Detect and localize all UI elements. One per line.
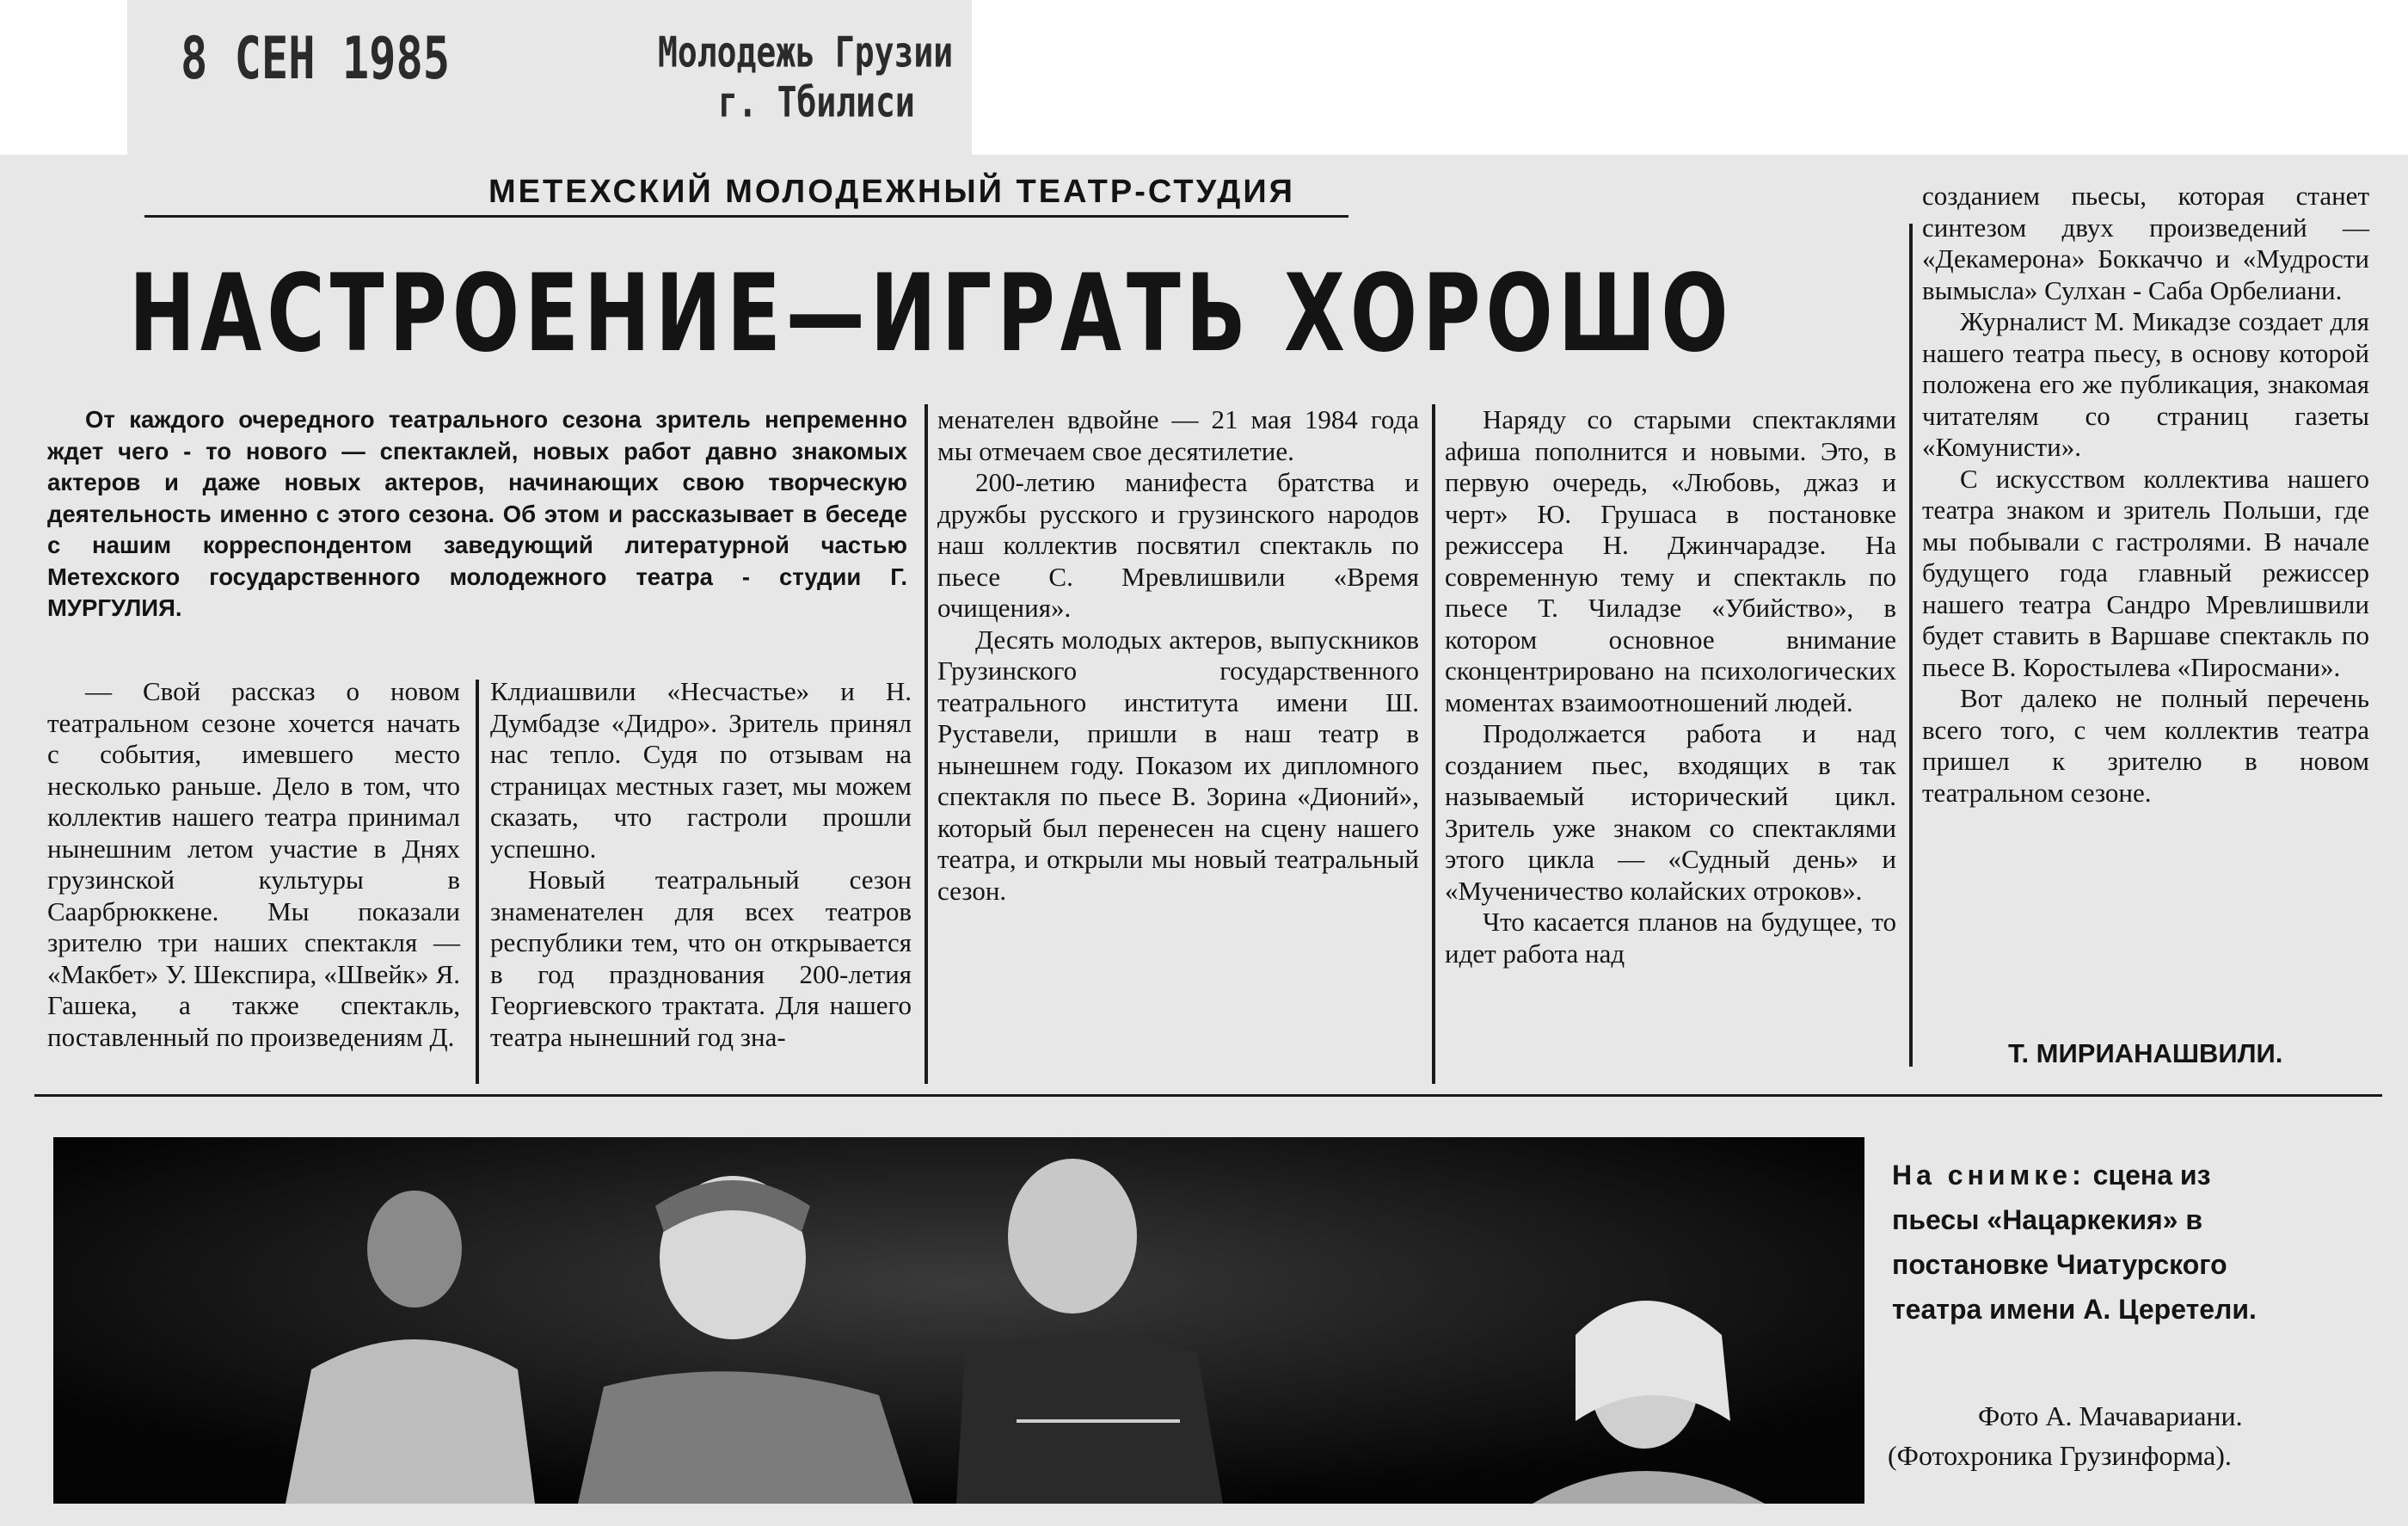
photo-caption [1892, 1153, 2305, 1332]
paragraph: С искусством коллектива нашего театра знаком и зритель Польши, где мы побывали с гастролями. В начале будущего года главный режиссер нашего театра Сандро Мревлишвили будет ставить в Варшаве спектакль по пьесе В. Коростылева «Пиросмани». [1922, 463, 2369, 682]
article-kicker: МЕТЕХСКИЙ МОЛОДЕЖНЫЙ ТЕАТР-СТУДИЯ [488, 174, 1295, 210]
column-rule [924, 404, 928, 1084]
paragraph: 200-летию манифеста братства и дружбы русского и грузинского народов наш коллектив посвятил спектакль по пьесе С. Мревлишвили «Время очищения». [937, 467, 1419, 623]
date-stamp: 8 СЕН 1985 [181, 26, 451, 93]
article-column-2 [490, 676, 912, 1053]
article-author: Т. МИРИАНАШВИЛИ. [2008, 1038, 2283, 1068]
paragraph: Журналист М. Микадзе создает для нашего театра пьесу, в основу которой положена его же публикация, знакомая читателям со страниц газеты «Комунисти». [1922, 306, 2369, 462]
paragraph: — Свой рассказ о новом театральном сезоне хочется начать с события, имевшего место несколько раньше. Дело в том, что коллектив нашего театра принимал нынешним летом участие в Днях грузинской культуры в Саарбрюккене. Мы показали зрителю три наших спектакля — «Макбет» У. Шекспира, «Швейк» Я. Гашека, а также спектакль, поставленный по произведениям Д. [47, 676, 460, 1052]
paragraph: менателен вдвойне — 21 мая 1984 года мы отмечаем свое десятилетие. [937, 404, 1419, 466]
photo-source: (Фотохроника Грузинформа). [1888, 1440, 2232, 1471]
paragraph: созданием пьесы, которая станет синтезом двух произведений — «Декамерона» Боккаччо и «Мудрости вымысла» Сулхан - Саба Орбелиани. [1922, 181, 2369, 305]
article-column-3 [937, 404, 1419, 907]
kicker-rule [144, 215, 1348, 218]
paragraph: Что касается планов на будущее, то идет работа над [1445, 907, 1896, 969]
photo-rule [34, 1094, 2382, 1097]
photo-credit: Фото А. Мачавариани. [1978, 1400, 2243, 1431]
caption-text: сцена из пьесы «Нацаркекия» в постановке Чиатурского театра имени А. Церетели. [1892, 1160, 2257, 1325]
paragraph: Новый театральный сезон знаменателен для всех театров республики тем, что он открывается в год празднования 200-летия Георгиевского трактата. Для нашего театра нынешний год зна- [490, 865, 912, 1052]
source-stamp-name: Молодежь Грузии [658, 28, 954, 77]
paragraph: Продолжается работа и над созданием пьес, входящих в так называемый исторический цикл. Зритель уже знаком со спектаклями этого цикла — «Судный день» и «Мученичество колайских отроков». [1445, 718, 1896, 906]
article-lead [47, 404, 907, 625]
paragraph: Наряду со старыми спектаклями афиша пополнится и новыми. Это, в первую очередь, «Любовь, джаз и черт» Ю. Грушаса в постановке режиссера Н. Джинчарадзе. На современную тему и спектакль по пьесе Т. Чиладзе «Убийство», в котором основное внимание сконцентрировано на психологических моментах взаимоотношений людей. [1445, 404, 1896, 717]
article-column-5 [1922, 181, 2369, 809]
column-rule [1909, 224, 1913, 1067]
caption-lead: На снимке: [1892, 1160, 2086, 1191]
article-column-1 [47, 676, 460, 1053]
paragraph: Клдиашвили «Несчастье» и Н. Думбадзе «Дидро». Зритель принял нас тепло. Судя по отзывам на страницах местных газет, мы можем сказать, что гастроли прошли успешно. [490, 676, 912, 864]
stage-photo [53, 1137, 1864, 1504]
lead-text: От каждого очередного театрального сезона зритель непременно ждет чего - то нового — спектаклей, новых работ давно знакомых актеров и даже новых актеров, начинающих свою творческую деятельность именно с этого сезона. Об этом и рассказывает в беседе с нашим корреспондентом заведующий литературной частью Метехского государственного молодежного театра - студии Г. МУРГУЛИЯ. [47, 406, 907, 621]
column-rule [1432, 404, 1435, 1084]
column-rule [476, 680, 479, 1084]
stage-scene-illustration [53, 1137, 1864, 1504]
source-stamp-city: г. Тбилиси [718, 77, 915, 127]
article-column-4 [1445, 404, 1896, 969]
paragraph: Вот далеко не полный перечень всего того, с чем коллектив театра пришел к зрителю в новом театральном сезоне. [1922, 683, 2369, 808]
article-headline: НАСТРОЕНИЕ—ИГРАТЬ ХОРОШО [129, 251, 1734, 376]
paragraph: Десять молодых актеров, выпускников Грузинского государственного театрального института имени Ш. Руставели, пришли в наш театр в нынешнем году. Показом их дипломного спектакля по пьесе В. Зорина «Дионий», который был перенесен на сцену нашего театра, и открыли мы новый театральный сезон. [937, 624, 1419, 906]
